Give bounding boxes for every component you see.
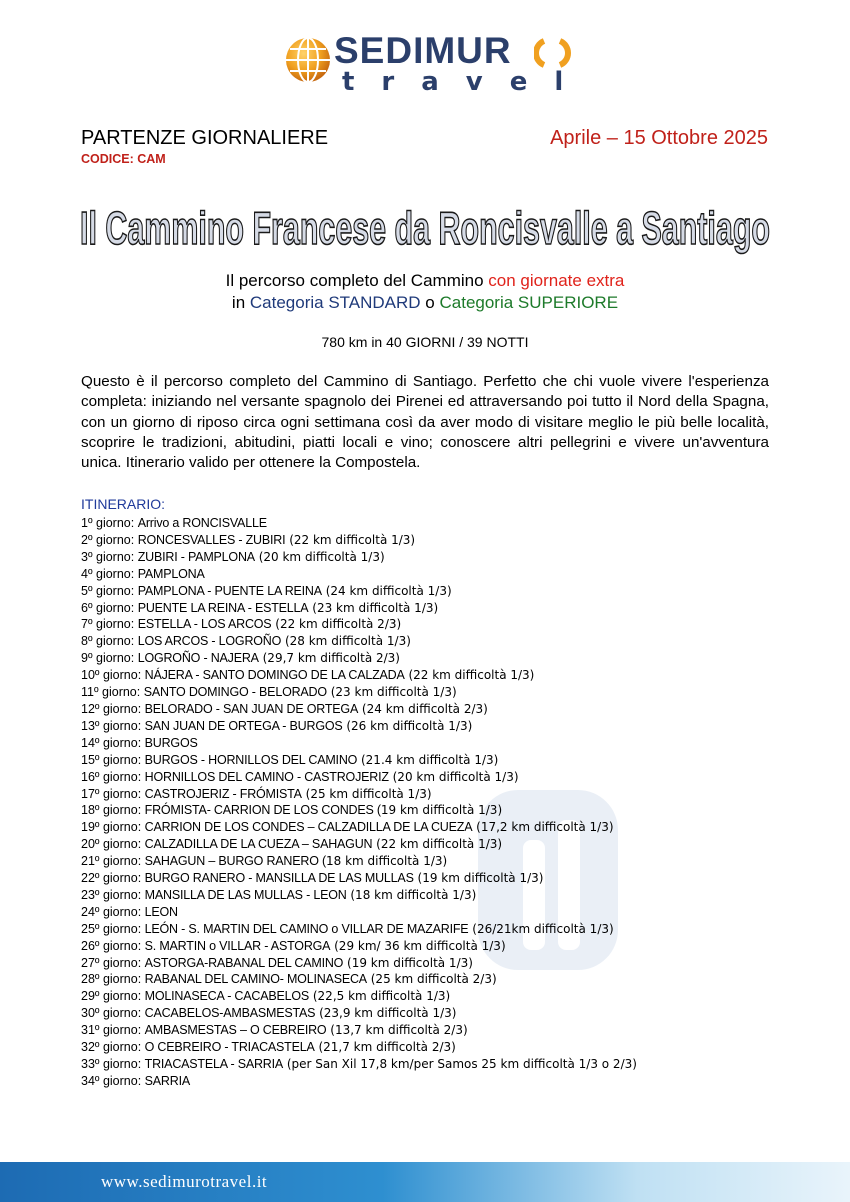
day-route: ZUBIRI - PAMPLONA — [137, 549, 255, 564]
day-label: 22º giorno: — [81, 871, 145, 886]
itinerary-day — [81, 532, 637, 549]
day-label: 7º giorno: — [81, 617, 138, 632]
itinerary-day — [81, 1022, 637, 1039]
day-route: SAN JUAN DE ORTEGA - BURGOS — [144, 718, 343, 733]
day-detail: (24 km difficoltà 2/3) — [358, 701, 488, 716]
itinerary-day — [81, 1056, 637, 1073]
itinerary-day — [81, 549, 637, 566]
day-label: 30º giorno: — [81, 1006, 145, 1021]
day-detail: (24 km difficoltà 1/3) — [321, 583, 452, 598]
day-detail: 18 km difficoltà 1/3) — [325, 854, 448, 869]
itinerary-day — [81, 650, 637, 667]
category-superior: Categoria SUPERIORE — [439, 293, 619, 312]
itinerary-heading: ITINERARIO: — [81, 496, 166, 512]
itinerary-day — [81, 870, 637, 887]
day-detail: (19 km difficoltà 1/3) — [343, 955, 473, 970]
day-route: CARRION DE LOS CONDES – CALZADILLA DE LA CUEZA — [144, 820, 473, 835]
itinerary-day — [81, 718, 637, 735]
trip-summary: 780 km in 40 GIORNI / 39 NOTTI — [321, 334, 529, 350]
day-detail: 19 km difficoltà 1/3) — [380, 803, 503, 818]
day-detail: (19 km difficoltà 1/3) — [413, 871, 544, 886]
day-route: MANSILLA DE LAS MULLAS - LEON — [144, 887, 347, 902]
day-route: BURGO RANERO - MANSILLA DE LAS MULLAS — [144, 871, 414, 886]
logo-brand-text: SEDIMUR — [334, 30, 512, 71]
day-route: CALZADILLA DE LA CUEZA – SAHAGUN — [144, 837, 373, 852]
day-detail: (22,5 km difficoltà 1/3) — [309, 989, 451, 1004]
itinerary-day — [81, 600, 637, 617]
day-detail: (22 km difficoltà 2/3) — [271, 617, 402, 632]
page-title — [78, 198, 772, 260]
day-label: 15º giorno: — [81, 752, 145, 767]
day-route: BELORADO - SAN JUAN DE ORTEGA — [144, 701, 359, 716]
intro-paragraph — [81, 372, 769, 473]
day-route: LEÓN - S. MARTIN DEL CAMINO o VILLAR DE MAZARIFE — [144, 921, 469, 936]
day-detail: (20 km difficoltà 1/3) — [388, 769, 519, 784]
company-logo — [284, 30, 591, 97]
itinerary-day — [81, 735, 637, 752]
day-route: RONCESVALLES - ZUBIRI — [137, 532, 286, 547]
day-label: 20º giorno: — [81, 837, 145, 852]
day-detail: (29,7 km difficoltà 2/3) — [258, 651, 400, 666]
day-label: 23º giorno: — [81, 887, 145, 902]
day-detail: (29 km/ 36 km difficoltà 1/3) — [330, 938, 506, 953]
itinerary-day — [81, 938, 637, 955]
day-label: 29º giorno: — [81, 989, 145, 1004]
itinerary-day — [81, 1073, 637, 1090]
itinerary-day — [81, 701, 637, 718]
day-detail: (23,9 km difficoltà 1/3) — [315, 1006, 457, 1021]
day-route: FRÓMISTA- CARRION DE LOS CONDES ( — [144, 803, 381, 818]
itinerary-day — [81, 802, 637, 819]
day-label: 16º giorno: — [81, 769, 145, 784]
logo-subline-text: travel — [342, 67, 591, 97]
day-route: BURGOS — [144, 735, 198, 750]
day-route: AMBASMESTAS – O CEBREIRO — [144, 1023, 327, 1038]
itinerary-day — [81, 1039, 637, 1056]
day-route: NÁJERA - SANTO DOMINGO DE LA CALZADA — [144, 668, 405, 683]
itinerary-day — [81, 515, 637, 532]
subtitle-text: Il percorso completo del Cammino — [225, 271, 489, 290]
day-label: 4º giorno: — [81, 566, 138, 581]
day-label: 9º giorno: — [81, 651, 138, 666]
day-detail: (23 km difficoltà 1/3) — [326, 685, 457, 700]
day-detail: (22 km difficoltà 1/3) — [285, 532, 416, 547]
itinerary-day — [81, 921, 637, 938]
day-route: PAMPLONA - PUENTE LA REINA — [137, 583, 322, 598]
itinerary-day — [81, 566, 637, 583]
extra-days-label: con giornate extra — [488, 271, 625, 290]
day-label: 8º giorno: — [81, 634, 138, 649]
intro-text: Questo è il percorso completo del Cammino di Santiago. Perfetto che chi vuole vivere l'esperienza completa: iniziando nel versante spagnolo dei Pirenei ed attraversando poi tutto il Nord della Spagna, con un giorno di riposo circa ogni settimana così da aver modo di visitare meglio le più belle località, scoprire le tradizioni, abitudini, piatti locali e vino; conoscere altri pellegrini e vivere un'avventura unica. — [81, 373, 769, 472]
product-code: CODICE: CAM — [81, 152, 166, 166]
itinerary-day — [81, 616, 637, 633]
day-route: SANTO DOMINGO - BELORADO — [143, 685, 327, 700]
subtitle-line-1 — [0, 270, 850, 292]
category-standard: Categoria STANDARD — [249, 293, 421, 312]
day-label: 28º giorno: — [81, 972, 145, 987]
day-detail: (13,7 km difficoltà 2/3) — [326, 1023, 468, 1038]
day-label: 10º giorno: — [81, 668, 145, 683]
day-route: MOLINASECA - CACABELOS — [144, 989, 310, 1004]
itinerary-day — [81, 769, 637, 786]
day-label: 24º giorno: — [81, 904, 145, 919]
day-route: Arrivo a RONCISVALLE — [137, 516, 267, 530]
day-label: 2º giorno: — [81, 532, 138, 547]
day-label: 19º giorno: — [81, 820, 145, 835]
subtitle-or: o — [420, 293, 440, 312]
itinerary-day — [81, 887, 637, 904]
day-label: 33º giorno: — [81, 1057, 145, 1071]
page-title-text: Il Cammino Francese da Roncisvalle a Santiago — [80, 202, 770, 254]
globe-icon — [284, 36, 332, 84]
day-label: 11º giorno: — [81, 685, 144, 700]
season-period: Aprile – 15 Ottobre 2025 — [550, 127, 768, 149]
day-route: LEON — [144, 904, 178, 919]
itinerary-day — [81, 836, 637, 853]
day-route: TRIACASTELA - SARRIA — [144, 1057, 284, 1071]
subtitle-line-2 — [0, 292, 850, 314]
day-detail: (21.4 km difficoltà 1/3) — [357, 752, 499, 767]
day-route: PUENTE LA REINA - ESTELLA — [137, 600, 309, 615]
day-label: 34º giorno: — [81, 1073, 145, 1088]
compostela-note: Itinerario valido per ottenere la Compostela. — [125, 454, 421, 472]
itinerary-day — [81, 667, 637, 684]
day-detail: (21,7 km difficoltà 2/3) — [314, 1040, 456, 1055]
subtitle-in: in — [231, 293, 250, 312]
day-route: LOGROÑO - NAJERA — [137, 651, 259, 666]
day-label: 25º giorno: — [81, 921, 145, 936]
itinerary-day — [81, 752, 637, 769]
day-label: 3º giorno: — [81, 549, 138, 564]
day-detail: (18 km difficoltà 1/3) — [346, 887, 477, 902]
day-detail: (17,2 km difficoltà 1/3) — [472, 820, 614, 835]
day-label: 12º giorno: — [81, 701, 145, 716]
itinerary-day — [81, 853, 637, 870]
departures-label: PARTENZE GIORNALIERE — [81, 127, 329, 149]
day-label: 1º giorno: — [81, 516, 138, 530]
day-detail: (28 km difficoltà 1/3) — [281, 634, 411, 649]
day-route: ASTORGA-RABANAL DEL CAMINO — [144, 955, 344, 970]
day-route: BURGOS - HORNILLOS DEL CAMINO — [144, 752, 358, 767]
day-label: 26º giorno: — [81, 938, 145, 953]
day-label: 18º giorno: — [81, 803, 145, 818]
itinerary-day — [81, 1005, 637, 1022]
footer-bar — [0, 1162, 850, 1202]
itinerary-day — [81, 971, 637, 988]
day-route: RABANAL DEL CAMINO- MOLINASECA — [144, 972, 367, 987]
day-label: 6º giorno: — [81, 600, 138, 615]
day-detail: (22 km difficoltà 1/3) — [372, 837, 503, 852]
day-label: 5º giorno: — [81, 583, 138, 598]
day-label: 14º giorno: — [81, 735, 145, 750]
day-route: PAMPLONA — [137, 566, 205, 581]
day-detail: (26/21km difficoltà 1/3) — [468, 921, 614, 936]
itinerary-day — [81, 904, 637, 921]
day-route: HORNILLOS DEL CAMINO - CASTROJERIZ — [144, 769, 389, 784]
logo-o-mark-icon — [534, 36, 574, 70]
day-label: 21º giorno: — [81, 854, 145, 869]
day-route: CACABELOS-AMBASMESTAS — [144, 1006, 316, 1021]
day-route: ESTELLA - LOS ARCOS — [137, 617, 272, 632]
day-route: CASTROJERIZ - FRÓMISTA — [144, 786, 302, 801]
itinerary-list — [81, 515, 637, 1090]
day-label: 17º giorno: — [81, 786, 145, 801]
day-label: 13º giorno: — [81, 718, 145, 733]
day-detail: (26 km difficoltà 1/3) — [342, 718, 473, 733]
day-detail: (25 km difficoltà 2/3) — [366, 972, 497, 987]
day-label: 31º giorno: — [81, 1023, 145, 1038]
itinerary-day — [81, 955, 637, 972]
day-label: 27º giorno: — [81, 955, 145, 970]
itinerary-day — [81, 988, 637, 1005]
itinerary-day — [81, 633, 637, 650]
website-link[interactable]: www.sedimurotravel.it — [101, 1172, 268, 1191]
day-detail: (per San Xil 17,8 km/per Samos 25 km difficoltà 1/3 o 2/3) — [283, 1057, 637, 1071]
itinerary-day — [81, 819, 637, 836]
day-route: O CEBREIRO - TRIACASTELA — [144, 1040, 315, 1055]
itinerary-day — [81, 684, 637, 701]
day-route: SAHAGUN – BURGO RANERO ( — [144, 854, 326, 869]
day-route: SARRIA — [144, 1073, 190, 1088]
day-detail: (25 km difficoltà 1/3) — [301, 786, 432, 801]
itinerary-day — [81, 583, 637, 600]
day-route: S. MARTIN o VILLAR - ASTORGA — [144, 938, 331, 953]
itinerary-day — [81, 786, 637, 803]
day-label: 32º giorno: — [81, 1040, 145, 1055]
day-detail: (22 km difficoltà 1/3) — [404, 668, 535, 683]
day-detail: (23 km difficoltà 1/3) — [308, 600, 439, 615]
day-route: LOS ARCOS - LOGROÑO — [137, 634, 282, 649]
day-detail: (20 km difficoltà 1/3) — [254, 549, 385, 564]
